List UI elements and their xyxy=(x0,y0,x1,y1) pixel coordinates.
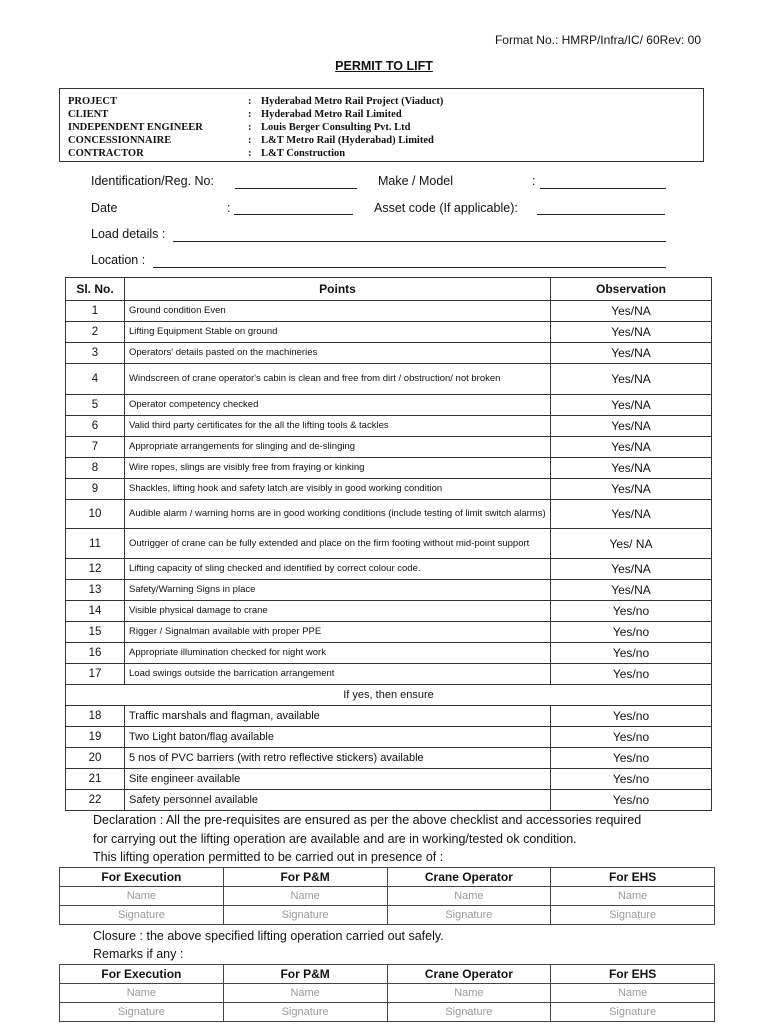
row-point: Ground condition Even xyxy=(125,301,551,322)
approval-signature-table xyxy=(59,867,715,925)
row-observation[interactable]: Yes/NA xyxy=(551,559,712,580)
row-point: Windscreen of crane operator's cabin is clean and free from dirt / obstruction/ not broken xyxy=(125,364,551,395)
row-point: Traffic marshals and flagman, available xyxy=(125,706,551,727)
table-row xyxy=(66,301,712,322)
header-for-ehs: For EHS xyxy=(551,868,715,887)
page-title: PERMIT TO LIFT xyxy=(335,59,433,73)
signature-field[interactable]: Signature xyxy=(551,906,715,925)
table-row xyxy=(66,322,712,343)
row-number: 18 xyxy=(66,706,125,727)
table-row xyxy=(66,580,712,601)
row-observation[interactable]: Yes/NA xyxy=(551,458,712,479)
row-number: 19 xyxy=(66,727,125,748)
concessionnaire-row xyxy=(68,134,434,147)
row-point: Appropriate arrangements for slinging and de-slinging xyxy=(125,437,551,458)
location-line[interactable] xyxy=(153,267,666,268)
row-number: 1 xyxy=(66,301,125,322)
row-point: Lifting Equipment Stable on ground xyxy=(125,322,551,343)
row-point: Rigger / Signalman available with proper PPE xyxy=(125,622,551,643)
colon: : xyxy=(248,122,252,133)
signature-row xyxy=(60,1003,715,1022)
name-row xyxy=(60,887,715,906)
colon: : xyxy=(248,135,252,146)
project-label: PROJECT xyxy=(68,96,118,107)
row-observation[interactable]: Yes/NA xyxy=(551,416,712,437)
table-row xyxy=(66,343,712,364)
client-row xyxy=(68,108,402,121)
row-point: Safety personnel available xyxy=(125,790,551,811)
signature-field[interactable]: Signature xyxy=(387,906,551,925)
row-point: Shackles, lifting hook and safety latch are visibly in good working condition xyxy=(125,479,551,500)
declaration-line-1: Declaration : All the pre-requisites are ensured as per the above checklist and accessories required xyxy=(93,813,642,827)
column-header-observation: Observation xyxy=(551,278,712,301)
row-point: Outrigger of crane can be fully extended and place on the firm footing without mid-point support xyxy=(125,529,551,559)
load-details-line[interactable] xyxy=(173,241,666,242)
concessionnaire-value: L&T Metro Rail (Hyderabad) Limited xyxy=(261,135,434,146)
row-number: 6 xyxy=(66,416,125,437)
table-row xyxy=(66,643,712,664)
row-observation[interactable]: Yes/NA xyxy=(551,437,712,458)
row-point: Two Light baton/flag available xyxy=(125,727,551,748)
name-field[interactable]: Name xyxy=(387,984,551,1003)
row-number: 15 xyxy=(66,622,125,643)
row-point: Appropriate illumination checked for night work xyxy=(125,643,551,664)
closure-line: Closure : the above specified lifting operation carried out safely. xyxy=(93,929,444,943)
row-observation[interactable]: Yes/NA xyxy=(551,580,712,601)
row-point: 5 nos of PVC barriers (with retro reflective stickers) available xyxy=(125,748,551,769)
signature-field[interactable]: Signature xyxy=(223,1003,387,1022)
table-row xyxy=(66,790,712,811)
date-label: Date xyxy=(91,201,118,215)
row-number: 10 xyxy=(66,500,125,529)
signature-field[interactable]: Signature xyxy=(387,1003,551,1022)
row-number: 12 xyxy=(66,559,125,580)
engineer-value: Louis Berger Consulting Pvt. Ltd xyxy=(261,122,411,133)
project-value: Hyderabad Metro Rail Project (Viaduct) xyxy=(261,96,444,107)
checklist-table xyxy=(65,277,712,811)
table-row xyxy=(66,748,712,769)
load-details-label: Load details : xyxy=(91,227,166,241)
row-observation[interactable]: Yes/NA xyxy=(551,322,712,343)
location-label: Location : xyxy=(91,253,146,267)
column-header-points: Points xyxy=(125,278,551,301)
conditional-note: If yes, then ensure xyxy=(66,685,712,706)
header-for-pm: For P&M xyxy=(223,868,387,887)
row-observation[interactable]: Yes/no xyxy=(551,748,712,769)
row-number: 7 xyxy=(66,437,125,458)
table-row xyxy=(66,458,712,479)
row-point: Safety/Warning Signs in place xyxy=(125,580,551,601)
table-row xyxy=(66,437,712,458)
asset-code-line[interactable] xyxy=(537,214,665,215)
row-point: Site engineer available xyxy=(125,769,551,790)
header-crane-operator: Crane Operator xyxy=(387,868,551,887)
name-field[interactable]: Name xyxy=(551,984,715,1003)
row-number: 22 xyxy=(66,790,125,811)
date-colon: : xyxy=(227,201,231,215)
row-observation[interactable]: Yes/NA xyxy=(551,301,712,322)
closure-signature-table xyxy=(59,964,715,1022)
header-for-pm: For P&M xyxy=(223,965,387,984)
client-label: CLIENT xyxy=(68,109,109,120)
name-row xyxy=(60,984,715,1003)
row-number: 14 xyxy=(66,601,125,622)
row-number: 20 xyxy=(66,748,125,769)
row-observation[interactable]: Yes/NA xyxy=(551,343,712,364)
row-point: Load swings outside the barrication arrangement xyxy=(125,664,551,685)
name-field[interactable]: Name xyxy=(223,984,387,1003)
project-info-box xyxy=(59,88,704,162)
row-observation[interactable]: Yes/NA xyxy=(551,500,712,529)
row-number: 9 xyxy=(66,479,125,500)
header-for-execution: For Execution xyxy=(60,965,224,984)
column-header-sl-no: Sl. No. xyxy=(66,278,125,301)
row-observation[interactable]: Yes/no xyxy=(551,622,712,643)
contractor-label: CONTRACTOR xyxy=(68,148,144,159)
table-row xyxy=(66,529,712,559)
declaration-line-2: for carrying out the lifting operation are available and are in working/tested ok condition. xyxy=(93,832,577,846)
concessionnaire-label: CONCESSIONNAIRE xyxy=(68,135,172,146)
table-row xyxy=(66,395,712,416)
engineer-label: INDEPENDENT ENGINEER xyxy=(68,122,203,133)
make-model-line[interactable] xyxy=(540,188,666,189)
make-model-colon: : xyxy=(532,174,536,188)
make-model-label: Make / Model xyxy=(378,174,454,188)
colon: : xyxy=(248,109,252,120)
row-number: 3 xyxy=(66,343,125,364)
colon: : xyxy=(248,148,252,159)
row-observation[interactable]: Yes/no xyxy=(551,727,712,748)
name-field[interactable]: Name xyxy=(60,984,224,1003)
table-row xyxy=(66,479,712,500)
table-row xyxy=(66,769,712,790)
row-number: 17 xyxy=(66,664,125,685)
table-row xyxy=(66,664,712,685)
row-point: Valid third party certificates for the all the lifting tools & tackles xyxy=(125,416,551,437)
row-point: Operators' details pasted on the machineries xyxy=(125,343,551,364)
row-point: Operator competency checked xyxy=(125,395,551,416)
row-number: 13 xyxy=(66,580,125,601)
row-observation[interactable]: Yes/ NA xyxy=(551,529,712,559)
row-number: 5 xyxy=(66,395,125,416)
row-observation[interactable]: Yes/no xyxy=(551,706,712,727)
row-number: 8 xyxy=(66,458,125,479)
row-observation[interactable]: Yes/no xyxy=(551,769,712,790)
client-value: Hyderabad Metro Rail Limited xyxy=(261,109,402,120)
remarks-label: Remarks if any : xyxy=(93,947,184,961)
table-header-row xyxy=(66,278,712,301)
row-number: 16 xyxy=(66,643,125,664)
row-observation[interactable]: Yes/no xyxy=(551,643,712,664)
colon: : xyxy=(248,96,252,107)
identification-label: Identification/Reg. No: xyxy=(91,174,214,188)
project-row xyxy=(68,95,443,108)
row-observation[interactable]: Yes/no xyxy=(551,790,712,811)
table-row xyxy=(66,416,712,437)
signature-field[interactable]: Signature xyxy=(223,906,387,925)
signature-row xyxy=(60,906,715,925)
signature-field[interactable]: Signature xyxy=(60,906,224,925)
contractor-value: L&T Construction xyxy=(261,148,346,159)
table-row xyxy=(66,727,712,748)
signature-header-row xyxy=(60,868,715,887)
table-row xyxy=(66,500,712,529)
row-observation[interactable]: Yes/NA xyxy=(551,364,712,395)
row-number: 4 xyxy=(66,364,125,395)
row-point: Lifting capacity of sling checked and identified by correct colour code. xyxy=(125,559,551,580)
asset-code-label: Asset code (If applicable): xyxy=(374,201,518,215)
identification-line[interactable] xyxy=(235,188,357,189)
table-row xyxy=(66,622,712,643)
name-field[interactable]: Name xyxy=(60,887,224,906)
header-for-ehs: For EHS xyxy=(551,965,715,984)
row-point: Wire ropes, slings are visibly free from fraying or kinking xyxy=(125,458,551,479)
name-field[interactable]: Name xyxy=(387,887,551,906)
row-number: 11 xyxy=(66,529,125,559)
table-row xyxy=(66,364,712,395)
header-for-execution: For Execution xyxy=(60,868,224,887)
row-number: 21 xyxy=(66,769,125,790)
format-number: Format No.: HMRP/Infra/IC/ 60Rev: 00 xyxy=(494,33,701,47)
name-field[interactable]: Name xyxy=(551,887,715,906)
row-number: 2 xyxy=(66,322,125,343)
contractor-row xyxy=(68,147,345,160)
signature-header-row xyxy=(60,965,715,984)
declaration-line-3: This lifting operation permitted to be carried out in presence of : xyxy=(93,850,444,864)
row-observation[interactable]: Yes/no xyxy=(551,664,712,685)
table-row xyxy=(66,559,712,580)
table-row xyxy=(66,685,712,706)
table-row xyxy=(66,706,712,727)
name-field[interactable]: Name xyxy=(223,887,387,906)
signature-field[interactable]: Signature xyxy=(60,1003,224,1022)
row-point: Visible physical damage to crane xyxy=(125,601,551,622)
row-observation[interactable]: Yes/NA xyxy=(551,479,712,500)
row-point: Audible alarm / warning horns are in good working conditions (include testing of limit switch alarms) xyxy=(125,500,551,529)
date-line[interactable] xyxy=(234,214,353,215)
header-crane-operator: Crane Operator xyxy=(387,965,551,984)
engineer-row xyxy=(68,121,410,134)
row-observation[interactable]: Yes/no xyxy=(551,601,712,622)
signature-field[interactable]: Signature xyxy=(551,1003,715,1022)
row-observation[interactable]: Yes/NA xyxy=(551,395,712,416)
table-row xyxy=(66,601,712,622)
